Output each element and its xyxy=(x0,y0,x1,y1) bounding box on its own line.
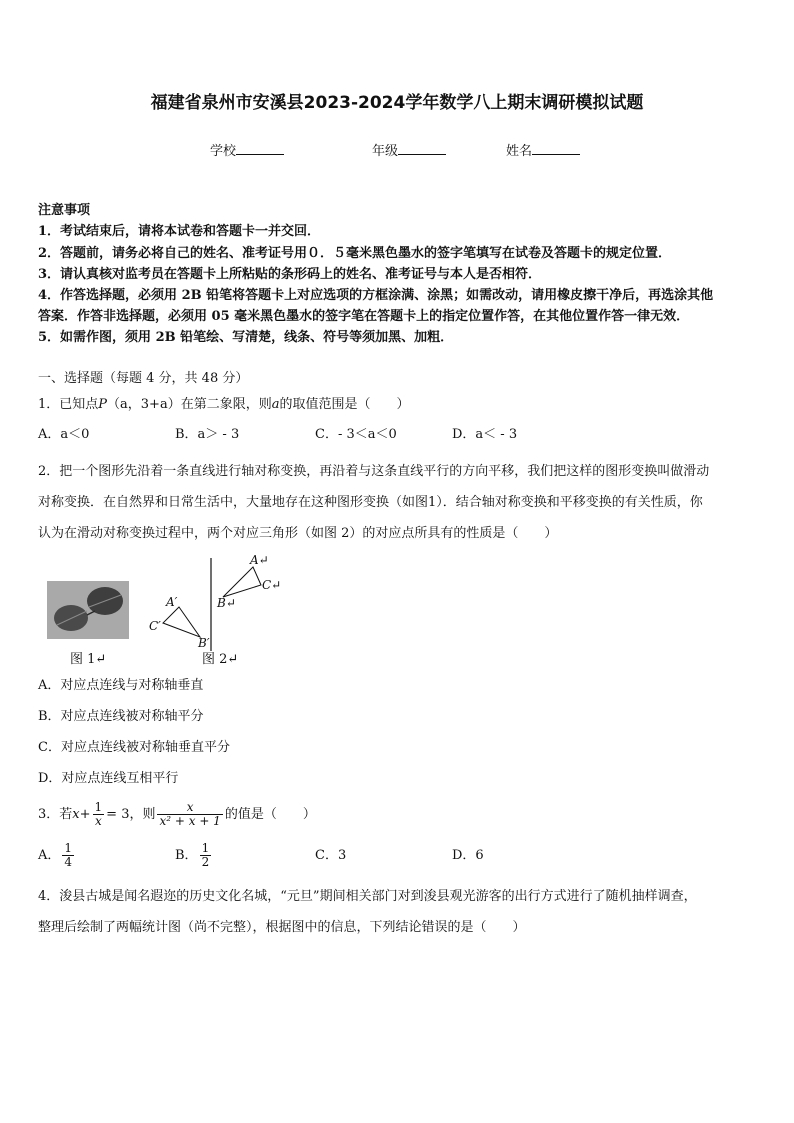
q1-point-p: P xyxy=(98,397,108,412)
name-blank xyxy=(532,142,580,155)
option-label: A． xyxy=(38,848,61,863)
q1-option-b: B．a＞ - 3 xyxy=(175,427,240,442)
page-title: 福建省泉州市安溪县2023-2024学年数学八上期末调研模拟试题 xyxy=(150,93,644,113)
notice-item: 3．请认真核对监考员在答题卡上所粘贴的条形码上的姓名、准考证号与本人是否相符． xyxy=(38,267,542,282)
fraction-denominator: x xyxy=(94,814,102,828)
section-heading: 一、选择题（每题 4 分，共 48 分） xyxy=(38,371,249,386)
notice-item: 1．考试结束后，请将本试卷和答题卡一并交回． xyxy=(38,224,321,239)
label-c: C↵ xyxy=(262,578,282,592)
q3-var-x: x xyxy=(72,807,80,822)
q1-var-a: a xyxy=(271,397,280,412)
q2-option-d: D．对应点连线互相平行 xyxy=(38,771,179,786)
q2-option-b: B．对应点连线被对称轴平分 xyxy=(38,709,204,724)
label-b-prime: B′ xyxy=(198,636,210,650)
school-blank xyxy=(236,142,284,155)
option-fraction xyxy=(62,842,74,869)
q2-line: 认为在滑动对称变换过程中，两个对应三角形（如图 2）的对应点所具有的性质是（ ） xyxy=(38,526,558,541)
label-c-prime: C′ xyxy=(149,619,161,633)
fraction-denominator: 2 xyxy=(201,855,210,869)
figure-1-caption: 图 1↵ xyxy=(70,652,107,667)
q4-line: 4．浚县古城是闻名遐迩的历史文化名城，“元旦”期间相关部门对到浚县观光游客的出行方式进行了随机抽样调查， xyxy=(38,889,697,904)
fraction-numerator: 1 xyxy=(94,800,103,814)
q2-line: 2．把一个图形先沿着一条直线进行轴对称变换，再沿着与这条直线平行的方向平移，我们把这样的图形变换叫做滑动 xyxy=(38,464,710,479)
option-fraction xyxy=(200,842,212,869)
q2-option-a: A．对应点连线与对称轴垂直 xyxy=(38,678,204,693)
name-field xyxy=(506,140,580,159)
q3-plus: + xyxy=(79,807,91,822)
q3-option-c: C．3 xyxy=(315,848,347,863)
q3-text: 的值是（ ） xyxy=(224,807,316,822)
notice-item: 2．答题前，请务必将自己的姓名、准考证号用０．５毫米黑色墨水的签字笔填写在试卷及答题卡的规定位置． xyxy=(38,246,672,261)
figure-2-caption: 图 2↵ xyxy=(202,652,239,667)
grade-label: 年级 xyxy=(372,144,399,159)
fraction-denominator: 4 xyxy=(64,855,73,869)
figure-1-leaves-image xyxy=(47,581,129,639)
fraction-numerator: 1 xyxy=(64,841,73,855)
q2-line: 对称变换．在自然界和日常生活中，大量地存在这种图形变换（如图1）．结合轴对称变换和平移变换的有关性质，你 xyxy=(38,495,703,510)
q3-text: = 3，则 xyxy=(106,807,156,822)
label-a: A↵ xyxy=(250,553,269,567)
q3-text: 3．若 xyxy=(38,807,73,822)
question-2 xyxy=(38,456,709,549)
q3-fraction-1-over-x xyxy=(93,801,105,828)
label-b: B↵ xyxy=(217,596,236,610)
label-a-prime: A′ xyxy=(166,595,178,609)
q1-text: 1．已知点 xyxy=(38,397,99,412)
option-label: B． xyxy=(175,848,198,863)
question-3 xyxy=(38,797,316,833)
q3-fraction-expression xyxy=(157,801,222,828)
q1-option-d: D．a＜ - 3 xyxy=(452,427,518,442)
q1-option-a: A．a＜0 xyxy=(38,427,90,442)
notice-heading: 注意事项 xyxy=(38,203,91,218)
fraction-numerator: 1 xyxy=(201,841,210,855)
notice-item: 4．作答选择题，必须用 2B 铅笔将答题卡上对应选项的方框涂满、涂黑；如需改动，请用橡皮擦干净后，再选涂其他 xyxy=(38,288,714,303)
q2-option-c: C．对应点连线被对称轴垂直平分 xyxy=(38,740,230,755)
q3-option-d: D．6 xyxy=(452,848,484,863)
notice-item: 答案．作答非选择题，必须用 05 毫米黑色墨水的签字笔在答题卡上的指定位置作答，在其他位置作答一律无效． xyxy=(38,309,690,324)
school-label: 学校 xyxy=(210,144,237,159)
name-label: 姓名 xyxy=(506,144,533,159)
question-4 xyxy=(38,881,697,943)
school-field xyxy=(210,140,284,159)
grade-blank xyxy=(398,142,446,155)
q1-text: （a，3+a）在第二象限，则 xyxy=(107,397,272,412)
q3-option-a xyxy=(38,838,76,874)
question-1 xyxy=(38,394,409,415)
q1-text: 的取值范围是（ ） xyxy=(279,397,410,412)
q1-option-c: C．- 3＜a＜0 xyxy=(315,427,397,442)
q4-line: 整理后绘制了两幅统计图（尚不完整），根据图中的信息，下列结论错误的是（ ） xyxy=(38,920,526,935)
fraction-numerator: x xyxy=(157,801,222,815)
notice-item: 5．如需作图，须用 2B 铅笔绘、写清楚，线条、符号等须加黑、加粗． xyxy=(38,330,454,345)
grade-field xyxy=(372,140,446,159)
q3-option-b xyxy=(175,838,213,874)
fraction-denominator: x² + x + 1 xyxy=(159,814,221,828)
